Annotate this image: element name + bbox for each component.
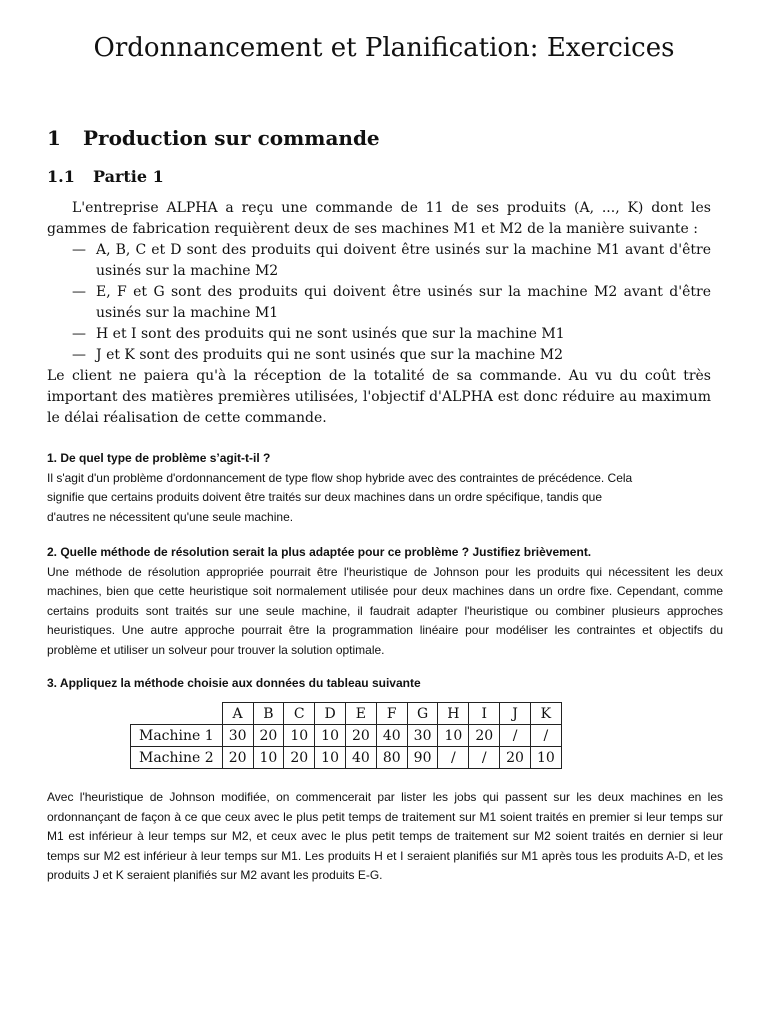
table-cell: 10 [253, 747, 284, 769]
question-block-2 [47, 543, 723, 660]
product-list [47, 240, 711, 366]
list-dash: — [72, 347, 86, 363]
question-answer: Avec l'heuristique de Johnson modifiée, on commencerait par lister les jobs qui passent sur les deux machines en les ordonnançant de façon à ce que ceux avec le plus petit temps de traitement sur M1 soient traités en premier si leur temps sur M1 est inférieur à leur temps sur M2, et ceux avec le plus petit temps de traitement sur M2 soient traités en dernier si leur temps sur M2 est inférieur à leur temps sur M1. Les produits H et I seraient planifiés sur M1 après tous les produits A-D, et les produits J et K seraient planifiés sur M2 avant les produits E-G. [47, 790, 723, 882]
table-header-cell: B [253, 703, 284, 725]
subsection-number: 1.1 [47, 167, 75, 186]
question-3-answer-block [47, 788, 723, 886]
list-dash: — [72, 242, 86, 258]
table-cell: 20 [222, 747, 253, 769]
question-title: 1. De quel type de problème s’agit-t-il ? [47, 451, 271, 465]
table-header-cell: C [284, 703, 315, 725]
table-cell: 20 [469, 725, 500, 747]
list-item [72, 345, 711, 366]
problem-statement [47, 198, 711, 429]
table-cell: 20 [346, 725, 377, 747]
table-cell: / [500, 725, 531, 747]
table-row [131, 725, 562, 747]
table-cell: 30 [222, 725, 253, 747]
list-item [72, 282, 711, 324]
table-cell: 20 [500, 747, 531, 769]
table-cell: 20 [284, 747, 315, 769]
question-title: 3. Appliquez la méthode choisie aux données du tableau suivante [47, 676, 421, 690]
processing-times-table [130, 702, 562, 769]
table-header-cell: E [346, 703, 377, 725]
list-item-text: H et I sont des produits qui ne sont usinés que sur la machine M1 [96, 326, 565, 342]
table-header-row [131, 703, 562, 725]
question-block-3 [47, 674, 723, 694]
table-cell: / [438, 747, 469, 769]
section-title: Production sur commande [83, 126, 380, 150]
table-header-cell: A [222, 703, 253, 725]
closing-paragraph: Le client ne paiera qu'à la réception de la totalité de sa commande. Au vu du coût très important des matières premières utilisées, l'objectif d'ALPHA est donc réduire au maximum le délai réalisation de cette commande. [47, 368, 711, 426]
table-cell: 90 [407, 747, 438, 769]
intro-paragraph: L'entreprise ALPHA a reçu une commande de 11 de ses produits (A, ..., K) dont les gammes de fabrication requièrent deux de ses machines M1 et M2 de la manière suivante : [47, 200, 711, 237]
table-corner-cell [131, 703, 223, 725]
table-cell: 30 [407, 725, 438, 747]
list-item-text: A, B, C et D sont des produits qui doivent être usinés sur la machine M1 avant d'être usinés sur la machine M2 [96, 242, 711, 279]
table-header-cell: I [469, 703, 500, 725]
list-item [72, 324, 711, 345]
question-block-1 [47, 449, 723, 527]
document-title: Ordonnancement et Planification: Exercices [93, 33, 675, 63]
table-header-cell: H [438, 703, 469, 725]
section-number: 1 [47, 126, 61, 150]
table-cell: 80 [376, 747, 407, 769]
table-header-cell: D [315, 703, 346, 725]
table-cell: 40 [376, 725, 407, 747]
list-dash: — [72, 284, 86, 300]
table-cell: / [469, 747, 500, 769]
list-item-text: E, F et G sont des produits qui doivent être usinés sur la machine M2 avant d'être usinés sur la machine M1 [96, 284, 711, 321]
subsection-title: Partie 1 [93, 167, 164, 186]
subsection-heading [47, 165, 164, 189]
table-cell: 10 [315, 725, 346, 747]
table-row-label: Machine 2 [131, 747, 223, 769]
table-cell: 10 [284, 725, 315, 747]
table-header-cell: G [407, 703, 438, 725]
table-cell: 20 [253, 725, 284, 747]
table-row-label: Machine 1 [131, 725, 223, 747]
table-row [131, 747, 562, 769]
question-title: 2. Quelle méthode de résolution serait la plus adaptée pour ce problème ? Justifiez brièvement. [47, 545, 592, 559]
section-heading [47, 124, 380, 152]
table-cell: 10 [438, 725, 469, 747]
table-cell: 10 [315, 747, 346, 769]
table-header-cell: J [500, 703, 531, 725]
question-answer: Il s'agit d'un problème d'ordonnancement de type flow shop hybride avec des contraintes de précédence. Cela signifie que certains produits doivent être traités sur deux machines dans un ordre spécifique, tandis que d'autres ne nécessitent qu'une seule machine. [47, 470, 633, 524]
list-item [72, 240, 711, 282]
table-cell: 10 [530, 747, 561, 769]
table-cell: / [530, 725, 561, 747]
list-item-text: J et K sont des produits qui ne sont usinés que sur la machine M2 [96, 347, 563, 363]
table-cell: 40 [346, 747, 377, 769]
list-dash: — [72, 326, 86, 342]
table-header-cell: F [376, 703, 407, 725]
table-header-cell: K [530, 703, 561, 725]
question-answer: Une méthode de résolution appropriée pourrait être l'heuristique de Johnson pour les produits qui nécessitent les deux machines, bien que cette heuristique soit normalement utilisée pour deux machines dans un ordre fixe. Cependant, comme certains produits sont traités sur une seule machine, il faudrait adapter l'heuristique ou combiner plusieurs approches heuristiques. Une autre approche pourrait être la programmation linéaire pour modéliser les contraintes et objectifs du problème et utiliser un solveur pour trouver la solution optimale. [47, 564, 723, 657]
